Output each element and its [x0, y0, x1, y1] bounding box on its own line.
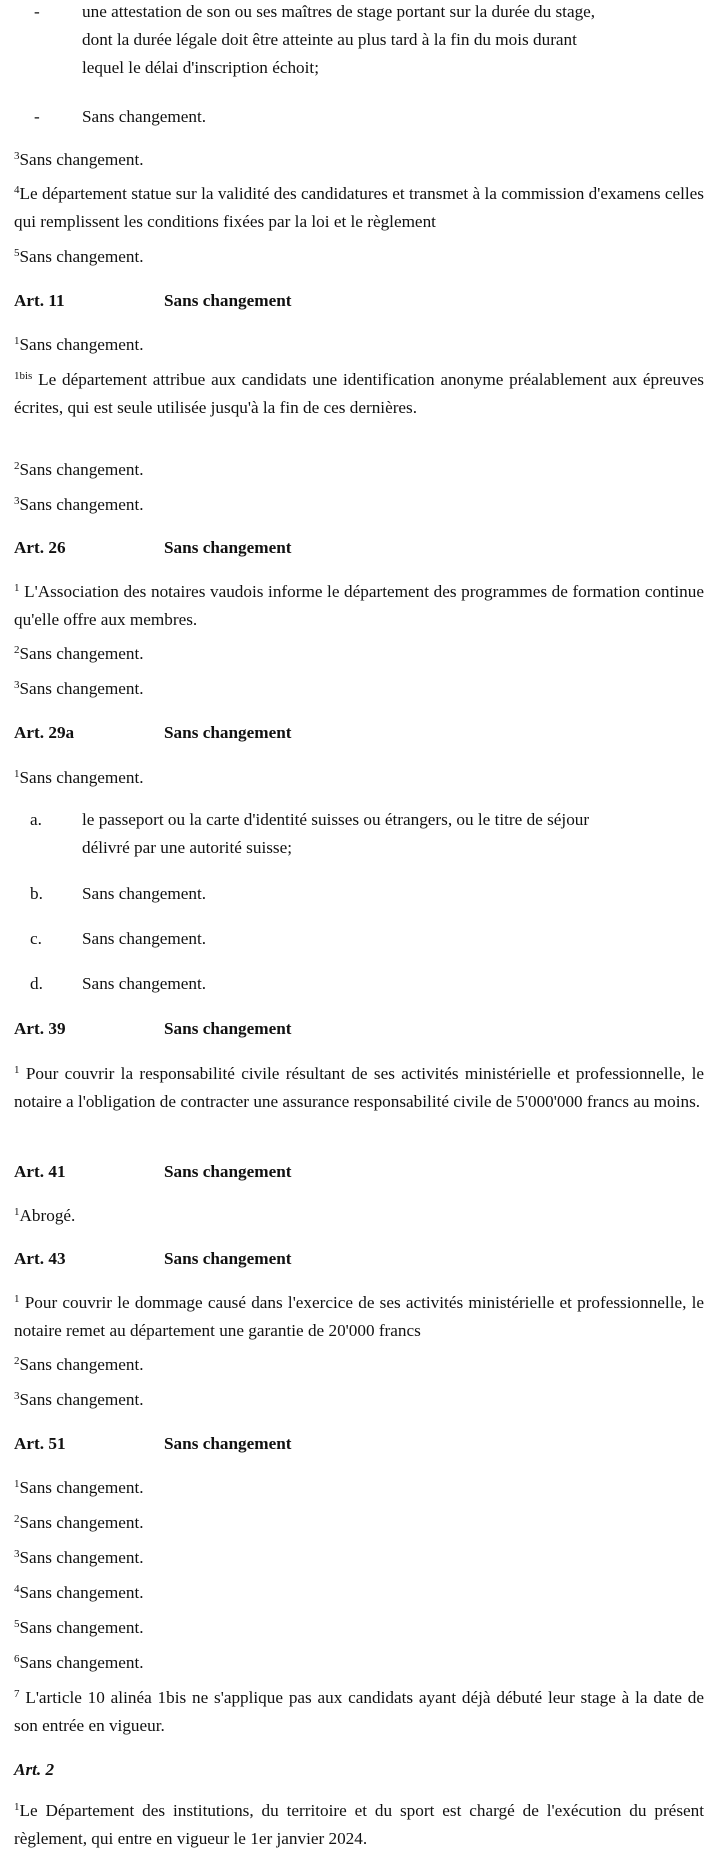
paragraph-number: 1	[14, 1478, 20, 1490]
paragraph	[14, 768, 144, 788]
paragraph-number: 3	[14, 150, 20, 162]
paragraph	[14, 150, 144, 170]
paragraph-text: Le département attribue aux candidats une identification anonyme préalablement aux épreuves écrites, qui est seule utilisée jusqu'à la fin de ces dernières.	[14, 370, 704, 417]
paragraph-number: 4	[14, 184, 20, 196]
paragraph-text: Sans changement.	[19, 768, 144, 787]
paragraph-number: 6	[14, 1653, 20, 1665]
paragraph	[14, 460, 144, 480]
paragraph-text: Sans changement.	[19, 1583, 144, 1602]
paragraph-text: Le département statue sur la validité des candidatures et transmet à la commission d'examens celles qui remplissent les conditions fixées par la loi et le règlement	[14, 184, 704, 231]
list-item-line: dont la durée légale doit être atteinte au plus tard à la fin du mois durant	[82, 30, 577, 49]
paragraph-number: 2	[14, 1355, 20, 1367]
paragraph-text: Sans changement.	[19, 247, 144, 266]
paragraph-number: 1	[14, 1293, 20, 1305]
paragraph	[14, 335, 144, 355]
list-item-line: une attestation de son ou ses maîtres de stage portant sur la durée du stage,	[82, 2, 596, 21]
list-marker: -	[34, 2, 40, 21]
paragraph-text: Abrogé.	[19, 1206, 76, 1225]
article-number: Art. 26	[14, 538, 66, 557]
paragraph	[14, 1478, 144, 1498]
list-marker: b.	[30, 884, 43, 903]
paragraph	[14, 1355, 144, 1375]
list-item-line: le passeport ou la carte d'identité suisses ou étrangers, ou le titre de séjour	[82, 810, 590, 829]
article-title: Sans changement	[164, 1249, 292, 1268]
paragraph	[14, 1583, 144, 1603]
paragraph-text: Sans changement.	[19, 1478, 144, 1497]
list-item-line: Sans changement.	[82, 107, 207, 126]
paragraph-text: Sans changement.	[19, 335, 144, 354]
paragraph-number: 3	[14, 1390, 20, 1402]
paragraph-text: Pour couvrir le dommage causé dans l'exercice de ses activités ministérielle et professionnelle, le notaire remet au département une garantie de 20'000 francs	[14, 1293, 705, 1340]
list-marker: d.	[30, 974, 43, 993]
article-title: Sans changement	[164, 723, 292, 742]
paragraph-text: L'article 10 alinéa 1bis ne s'applique pas aux candidats ayant déjà débuté leur stage à la date de son entrée en vigueur.	[14, 1688, 705, 1735]
paragraph-number: 1	[14, 768, 20, 780]
article-title: Sans changement	[164, 1162, 292, 1181]
paragraph	[14, 1684, 704, 1740]
paragraph-text: Sans changement.	[19, 1513, 144, 1532]
paragraph-text: Sans changement.	[19, 1390, 144, 1409]
paragraph-text: Sans changement.	[19, 1548, 144, 1567]
paragraph-text: Sans changement.	[19, 644, 144, 663]
paragraph-number: 1	[14, 1206, 20, 1218]
list-item-line: lequel le délai d'inscription échoit;	[82, 58, 319, 77]
paragraph-number: 4	[14, 1583, 20, 1595]
paragraph-number: 3	[14, 495, 20, 507]
paragraph-number: 2	[14, 1513, 20, 1525]
paragraph-number: 1	[14, 1064, 20, 1076]
list-item-line: Sans changement.	[82, 974, 207, 993]
article-number: Art. 41	[14, 1162, 66, 1181]
paragraph	[14, 1653, 144, 1673]
article-title: Sans changement	[164, 1019, 292, 1038]
list-marker: -	[34, 107, 40, 126]
paragraph-text: Sans changement.	[19, 1618, 144, 1637]
paragraph-number: 1	[14, 1801, 20, 1813]
paragraph	[14, 1289, 704, 1345]
list-marker: c.	[30, 929, 42, 948]
paragraph-text: Sans changement.	[19, 1653, 144, 1672]
paragraph	[14, 1513, 144, 1533]
paragraph-number: 2	[14, 644, 20, 656]
article-number: Art. 11	[14, 291, 65, 310]
paragraph	[14, 495, 144, 515]
paragraph-number: 2	[14, 460, 20, 472]
article-title: Sans changement	[164, 291, 292, 310]
paragraph-text: Le Département des institutions, du territoire et du sport est chargé de l'exécution du présent règlement, qui entre en vigueur le 1er janvier 2024.	[14, 1801, 704, 1848]
list-item-line: Sans changement.	[82, 884, 207, 903]
paragraph	[14, 366, 704, 422]
paragraph-number: 3	[14, 679, 20, 691]
paragraph-number: 5	[14, 247, 20, 259]
article-number: Art. 29a	[14, 723, 75, 742]
paragraph-text: Sans changement.	[19, 150, 144, 169]
paragraph-number: 7	[14, 1688, 20, 1700]
paragraph	[14, 247, 144, 267]
paragraph-number: 1	[14, 335, 20, 347]
paragraph-text: Pour couvrir la responsabilité civile résultant de ses activités ministérielle et professionnelle, le notaire a l'obligation de contracter une assurance responsabilité civile de 5'000'000 francs au moins.	[14, 1064, 704, 1111]
paragraph	[14, 578, 704, 634]
paragraph	[14, 679, 144, 699]
list-item-line: délivré par une autorité suisse;	[82, 838, 293, 857]
paragraph	[14, 1618, 144, 1638]
paragraph-number: 3	[14, 1548, 20, 1560]
article-title: Sans changement	[164, 1434, 292, 1453]
article-number: Art. 39	[14, 1019, 66, 1038]
article-number: Art. 51	[14, 1434, 66, 1453]
list-item-line: Sans changement.	[82, 929, 207, 948]
paragraph-text: Sans changement.	[19, 679, 144, 698]
paragraph-text: Sans changement.	[19, 1355, 144, 1374]
paragraph	[14, 1206, 75, 1226]
paragraph	[14, 1797, 704, 1853]
paragraph	[14, 1060, 704, 1116]
paragraph-number: 1	[14, 582, 20, 594]
list-marker: a.	[30, 810, 42, 829]
paragraph	[14, 644, 144, 664]
article-number: Art. 2	[14, 1760, 55, 1779]
article-title: Sans changement	[164, 538, 292, 557]
paragraph	[14, 1548, 144, 1568]
paragraph-number: 1bis	[14, 370, 33, 382]
paragraph-text: Sans changement.	[19, 495, 144, 514]
paragraph-text: L'Association des notaires vaudois informe le département des programmes de formation continue qu'elle offre aux membres.	[14, 582, 705, 629]
paragraph	[14, 180, 704, 236]
article-number: Art. 43	[14, 1249, 66, 1268]
paragraph-number: 5	[14, 1618, 20, 1630]
paragraph-text: Sans changement.	[19, 460, 144, 479]
paragraph	[14, 1390, 144, 1410]
